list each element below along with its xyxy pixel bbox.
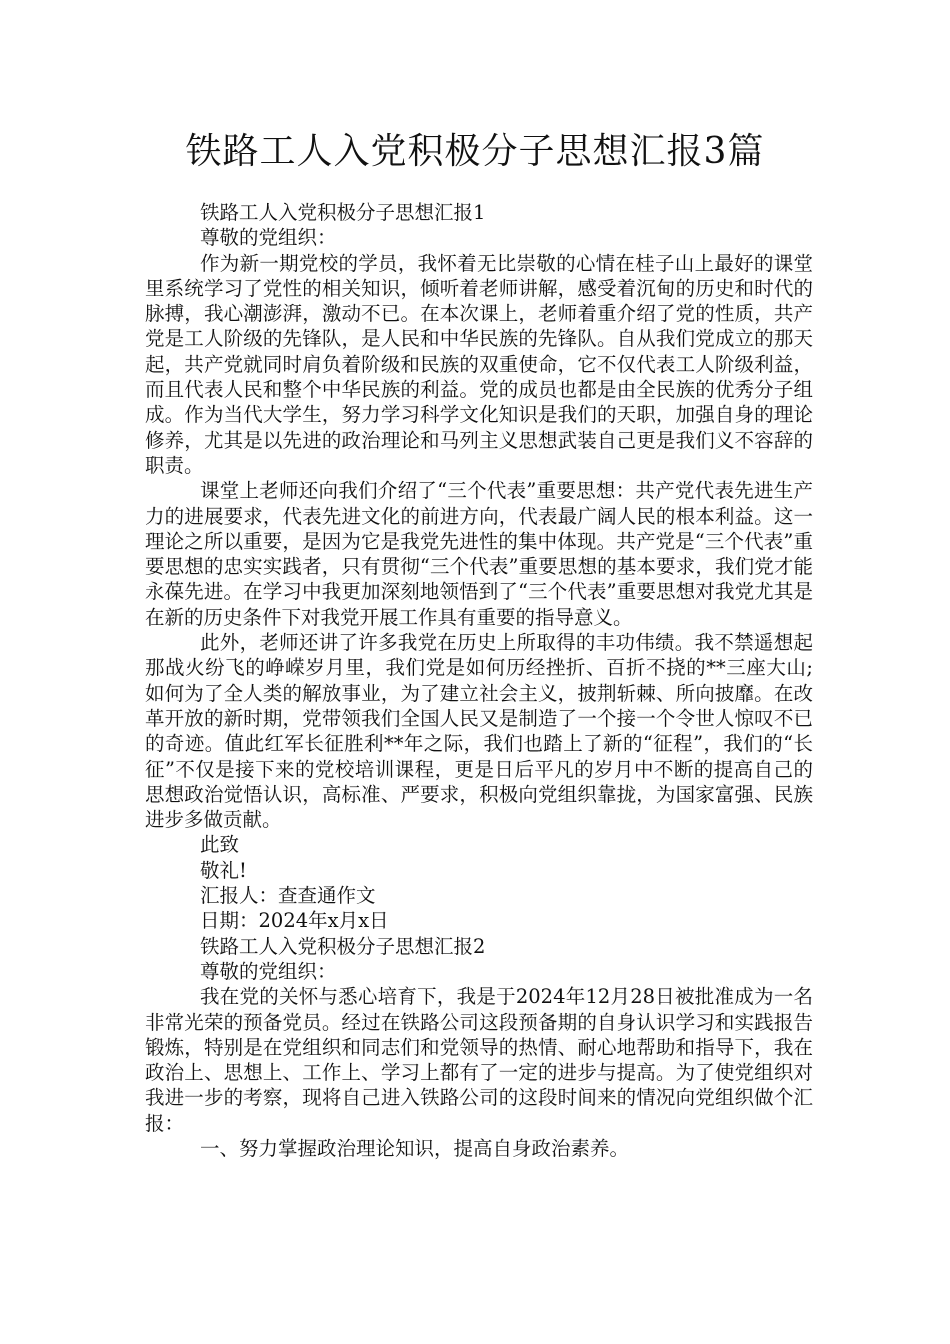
report-2-paragraph-1: 我在党的关怀与悉心培育下，我是于2024年12月28日被批准成为一名非常光荣的预备党员。经过在铁路公司这段预备期的自身认识学习和实践报告锻炼，特别是在党组织和同志们和党领导的热情、耐心地帮助和指导下，我在政治上、思想上、工作上、学习上都有了一定的进步与提高。为了使党组织对我进一步的考察，现将自己进入铁路公司的这段时间来的情况向党组织做个汇报： (145, 985, 813, 1135)
report-2-section-1-heading: 一、努力掌握政治理论知识，提高自身政治素养。 (200, 1136, 630, 1160)
report-1-paragraph-1: 作为新一期党校的学员，我怀着无比崇敬的心情在桂子山上最好的课堂里系统学习了党性的相关知识，倾听着老师讲解，感受着沉甸的历史和时代的脉搏，我心潮澎湃，激动不已。在本次课上，老师着重介绍了党的性质，共产党是工人阶级的先锋队，是人民和中华民族的先锋队。自从我们党成立的那天起，共产党就同时肩负着阶级和民族的双重使命，它不仅代表工人阶级利益，而且代表人民和整个中华民族的利益。党的成员也都是由全民族的优秀分子组成。作为当代大学生，努力学习科学文化知识是我们的天职，加强自身的理论修养，尤其是以先进的政治理论和马列主义思想武装自己更是我们义不容辞的职责。 (145, 251, 813, 477)
document-body (145, 200, 813, 1161)
report-2-salutation: 尊敬的党组织： (200, 959, 337, 983)
document-title: 铁路工人入党积极分子思想汇报3篇 (185, 131, 765, 172)
report-1-reporter: 汇报人：查查通作文 (200, 884, 376, 908)
report-1-paragraph-3: 此外，老师还讲了许多我党在历史上所取得的丰功伟绩。我不禁遥想起那战火纷飞的峥嵘岁月里，我们党是如何历经挫折、百折不挠的**三座大山;如何为了全人类的解放事业，为了建立社会主义，披荆斩棘、所向披靡。在改革开放的新时期，党带领我们全国人民又是制造了一个接一个令世人惊叹不已的奇迹。值此红军长征胜利**年之际，我们也踏上了新的“征程”，我们的“长征”不仅是接下来的党校培训课程，更是日后平凡的岁月中不断的提高自己的思想政治觉悟认识，高标准、严要求，积极向党组织靠拢，为国家富强、民族进步多做贡献。 (145, 631, 813, 832)
report-1-paragraph-2: 课堂上老师还向我们介绍了“三个代表”重要思想：共产党代表先进生产力的进展要求，代表先进文化的前进方向，代表最广阔人民的根本利益。这一理论之所以重要，是因为它是我党先进性的集中体现。共产党是“三个代表”重要思想的忠实实践者，只有贯彻“三个代表”重要思想的基本要求，我们党才能永葆先进。在学习中我更加深刻地领悟到了“三个代表”重要思想对我党尤其是在新的历史条件下对我党开展工作具有重要的指导意义。 (145, 479, 813, 629)
report-2-heading: 铁路工人入党积极分子思想汇报2 (200, 934, 486, 958)
report-1-heading: 铁路工人入党积极分子思想汇报1 (200, 201, 486, 224)
report-1-salutation: 尊敬的党组织： (200, 226, 337, 250)
report-1-closing-1: 此致 (200, 833, 240, 857)
report-1-closing-2: 敬礼! (200, 858, 247, 882)
report-1-date: 日期：2024年x月x日 (200, 909, 389, 933)
